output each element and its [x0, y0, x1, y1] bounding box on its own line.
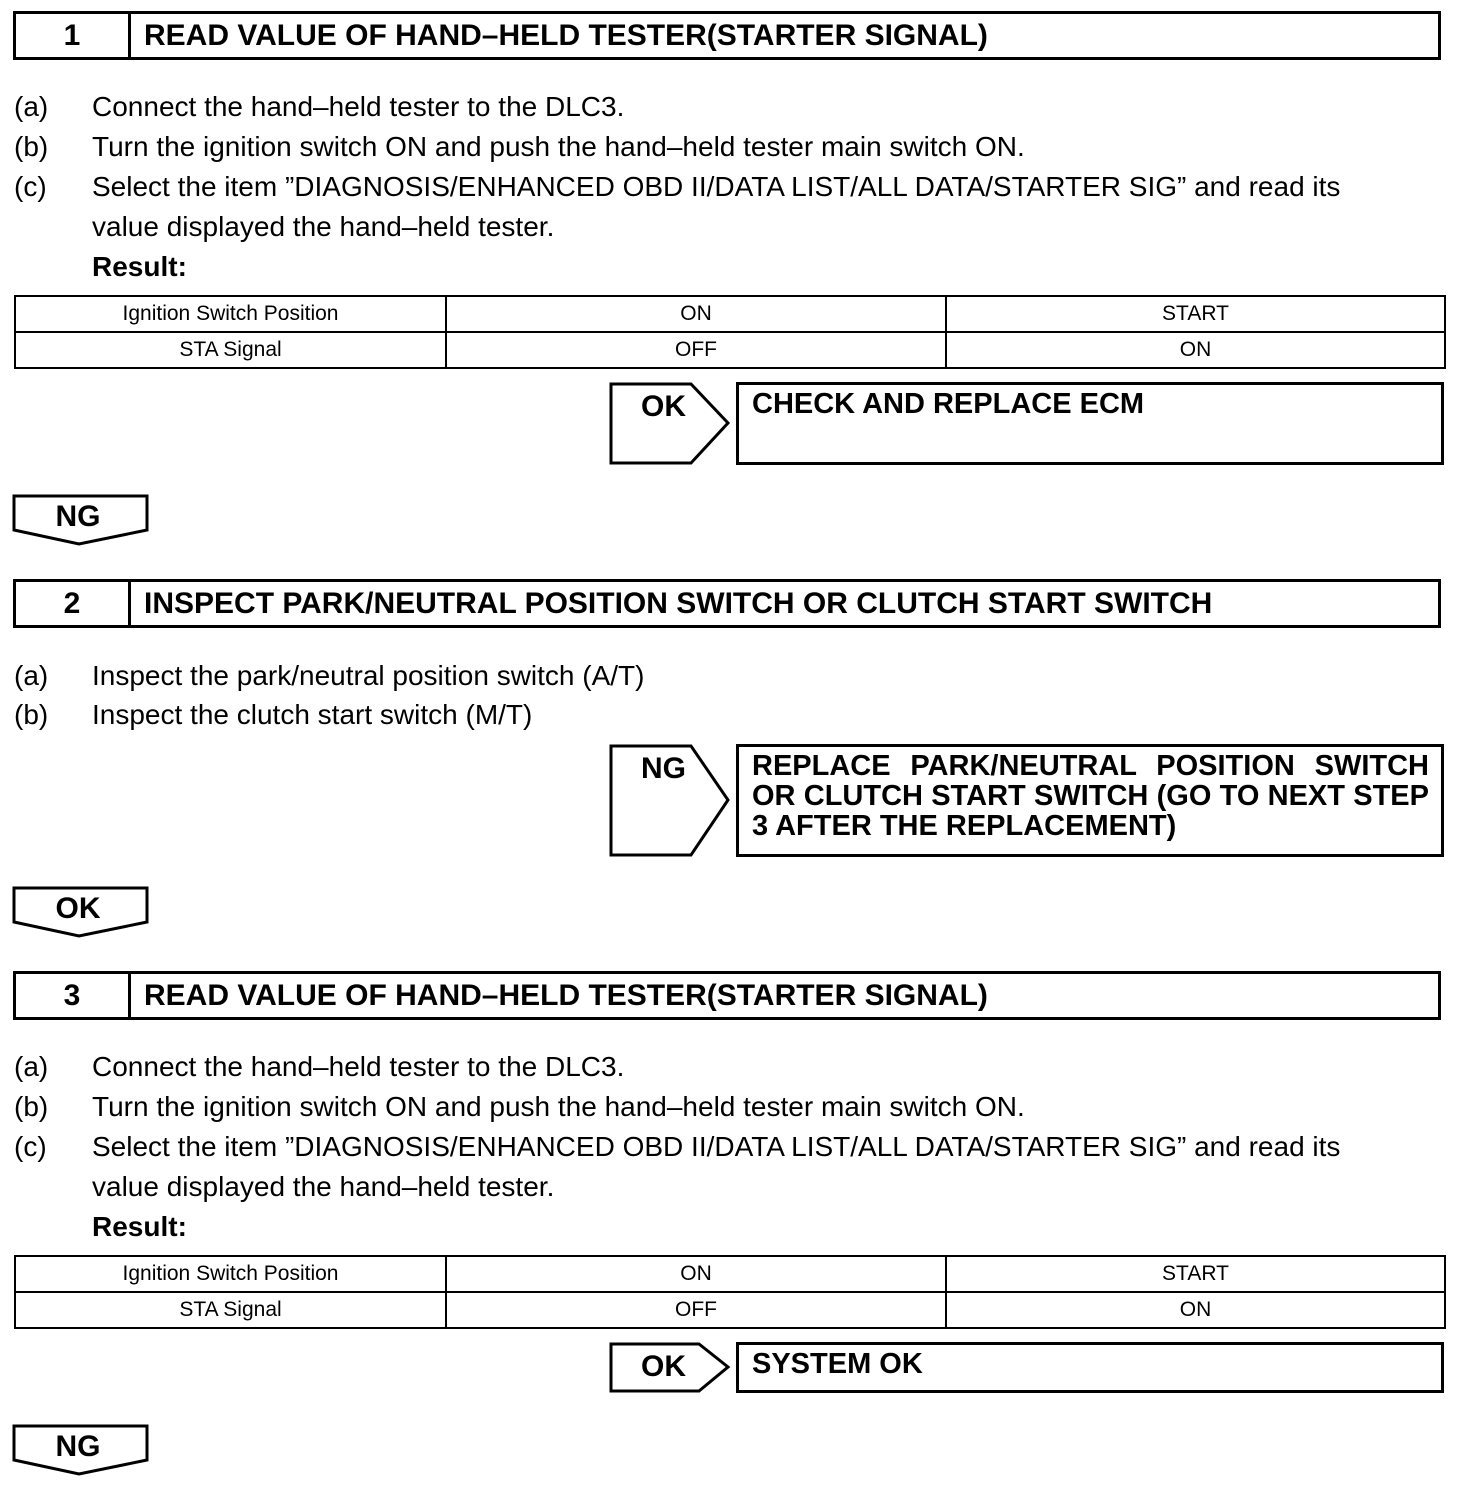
table-row — [15, 1292, 1445, 1328]
table-row — [15, 1256, 1445, 1292]
step-number: 1 — [16, 14, 131, 57]
continue-label: NG — [55, 500, 101, 533]
table-row — [15, 296, 1445, 332]
item-text: Select the item ”DIAGNOSIS/ENHANCED OBD II/DATA LIST/ALL DATA/STARTER SIG” and read its — [92, 171, 1341, 202]
item-label: (c) — [14, 171, 47, 202]
step-number: 3 — [16, 974, 131, 1017]
item-text-continuation: value displayed the hand–held tester. — [92, 211, 555, 242]
item-label: (a) — [14, 660, 49, 691]
ok-branch-arrow — [609, 1342, 733, 1394]
branch-label: OK — [641, 390, 686, 423]
item-text: Inspect the park/neutral position switch (A/T) — [92, 660, 645, 691]
table-cell: ON — [946, 332, 1445, 368]
branch-action-text: CHECK AND REPLACE ECM — [752, 388, 1145, 420]
item-text: Select the item ”DIAGNOSIS/ENHANCED OBD II/DATA LIST/ALL DATA/STARTER SIG” and read its — [92, 1131, 1341, 1162]
branch-action-box — [736, 382, 1444, 465]
table-cell: Ignition Switch Position — [15, 1256, 446, 1292]
result-label: Result: — [92, 251, 187, 282]
item-text-continuation: value displayed the hand–held tester. — [92, 1171, 555, 1202]
ok-continue-arrow — [12, 886, 150, 940]
item-label: (b) — [14, 699, 49, 730]
item-label: (a) — [14, 1051, 49, 1082]
result-label: Result: — [92, 1211, 187, 1242]
table-cell: OFF — [446, 332, 946, 368]
step-1-header — [13, 11, 1441, 60]
step-2-header — [13, 579, 1441, 628]
item-text: Turn the ignition switch ON and push the hand–held tester main switch ON. — [92, 1091, 1025, 1122]
item-label: (a) — [14, 91, 49, 122]
branch-label: OK — [641, 1350, 686, 1383]
item-label: (b) — [14, 131, 49, 162]
ng-continue-arrow — [12, 494, 150, 548]
table-cell: START — [946, 1256, 1445, 1292]
branch-label: NG — [641, 752, 686, 785]
ng-branch-arrow — [609, 744, 733, 858]
table-cell: Ignition Switch Position — [15, 296, 446, 332]
table-row — [15, 332, 1445, 368]
item-text: Connect the hand–held tester to the DLC3. — [92, 1051, 625, 1082]
result-table — [14, 1255, 1446, 1329]
table-cell: ON — [446, 296, 946, 332]
ng-continue-arrow — [12, 1424, 150, 1478]
result-table — [14, 295, 1446, 369]
table-cell: STA Signal — [15, 332, 446, 368]
item-text: Turn the ignition switch ON and push the hand–held tester main switch ON. — [92, 131, 1025, 162]
table-cell: OFF — [446, 1292, 946, 1328]
branch-action-text: REPLACE PARK/NEUTRAL POSITION SWITCH OR CLUTCH START SWITCH (GO TO NEXT STEP 3 AFTER THE REPLACEMENT) — [752, 750, 1429, 842]
step-3-header — [13, 971, 1441, 1020]
step-title: READ VALUE OF HAND–HELD TESTER(STARTER SIGNAL) — [144, 18, 988, 52]
branch-action-text: SYSTEM OK — [752, 1348, 923, 1380]
table-cell: ON — [946, 1292, 1445, 1328]
table-cell: ON — [446, 1256, 946, 1292]
item-text: Connect the hand–held tester to the DLC3. — [92, 91, 625, 122]
continue-label: OK — [55, 892, 101, 925]
item-text: Inspect the clutch start switch (M/T) — [92, 699, 533, 730]
step-number: 2 — [16, 582, 131, 625]
item-label: (c) — [14, 1131, 47, 1162]
table-cell: START — [946, 296, 1445, 332]
item-label: (b) — [14, 1091, 49, 1122]
branch-action-box — [736, 744, 1444, 857]
branch-action-box — [736, 1342, 1444, 1393]
step-title: READ VALUE OF HAND–HELD TESTER(STARTER SIGNAL) — [144, 978, 988, 1012]
step-title: INSPECT PARK/NEUTRAL POSITION SWITCH OR CLUTCH START SWITCH — [144, 586, 1213, 620]
table-cell: STA Signal — [15, 1292, 446, 1328]
continue-label: NG — [55, 1430, 101, 1463]
ok-branch-arrow — [609, 382, 733, 466]
